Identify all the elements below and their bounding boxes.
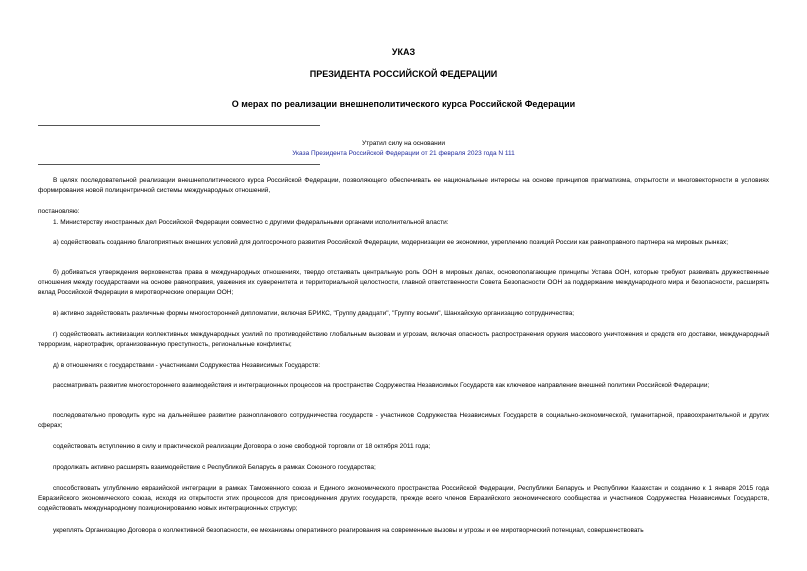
- repeal-note: Утратил силу на основании: [361, 140, 446, 147]
- paragraph-free-trade: содействовать вступлению в силу и практической реализации Договора о зоне свободной торговли от 18 октября 2011 года;: [53, 443, 431, 450]
- paragraph-subitem-b: б) добиваться утверждения верховенства права в международных отношениях, твердо отстаивать центральную роль ООН в мировых делах, основополагающие принципы Устава ООН, которые требуют развивать дружественные отношения между государствами на основе равноправия, уважения их суверенитета и территориальной целостности, главной ответственности Совета Безопасности ООН за поддержание международного мира и безопасности, расширять вклад Российской Федерации в миротворческие операции ООН;: [38, 269, 769, 296]
- paragraph-belarus: продолжать активно расширять взаимодействие с Республикой Беларусь в рамках Союзного государства;: [53, 464, 376, 471]
- paragraph-item-1: 1. Министерству иностранных дел Российской Федерации совместно с другими федеральными органами исполнительной власти:: [53, 219, 449, 226]
- paragraph-subitem-a: а) содействовать созданию благоприятных внешних условий для долгосрочного развития Российской Федерации, модернизации ее экономики, укреплению позиций России как равноправного партнера на мировых рынках;: [53, 239, 729, 246]
- repeal-decree-link[interactable]: Указа Президента Российской Федерации от 21 февраля 2023 года N 111: [292, 150, 515, 157]
- decree-issuer: ПРЕЗИДЕНТА РОССИЙСКОЙ ФЕДЕРАЦИИ: [309, 69, 498, 79]
- paragraph-csto: укреплять Организацию Договора о коллективной безопасности, ее механизмы оперативного реагирования на современные вызовы и угрозы и ее миротворческий потенциал, совершенствовать: [53, 527, 644, 534]
- paragraph-decree-word: постановляю:: [38, 208, 80, 215]
- paragraph-cis-cooperation: последовательно проводить курс на дальнейшее развитие разнопланового сотрудничества государств - участников Содружества Независимых Государств в социально-экономической, гуманитарной, правоохранительной и других сферах;: [38, 412, 769, 429]
- paragraph-cis-development: рассматривать развитие многостороннего взаимодействия и интеграционных процессов на пространстве Содружества Независимых Государств как ключевое направление внешней политики Российской Федерации;: [53, 382, 710, 389]
- paragraph-subitem-g: г) содействовать активизации коллективных международных усилий по противодействию глобальным вызовам и угрозам, включая опасность распространения оружия массового уничтожения и средств его доставки, международный терроризм, наркотрафик, организованную преступность, региональные конфликты;: [38, 331, 769, 348]
- divider-top: [38, 125, 320, 126]
- paragraph-subitem-d: д) в отношениях с государствами - участниками Содружества Независимых Государств:: [53, 362, 321, 369]
- decree-title: УКАЗ: [391, 47, 416, 57]
- decree-subject: О мерах по реализации внешнеполитического курса Российской Федерации: [231, 99, 576, 109]
- paragraph-subitem-v: в) активно задействовать различные формы многосторонней дипломатии, включая БРИКС, "Группу двадцати", "Группу восьми", Шанхайскую организацию сотрудничества;: [53, 310, 575, 317]
- preamble-paragraph: В целях последовательной реализации внешнеполитического курса Российской Федерации, позволяющего обеспечивать ее национальные интересы на основе принципов прагматизма, открытости и многовекторности в условиях формирования новой полицентричной системы международных отношений,: [38, 177, 769, 194]
- divider-bottom: [38, 164, 320, 165]
- paragraph-eurasian-integration: способствовать углублению евразийской интеграции в рамках Таможенного союза и Единого экономического пространства Российской Федерации, Республики Беларусь и Республики Казахстан и созданию к 1 января 2015 года Евразийского экономического союза, исходя из открытости этих процессов для присоединения других государств, прежде всего членов Евразийского экономического сообщества и участников Содружества Независимых Государств, содействовать международному позиционированию новых интеграционных структур;: [38, 485, 769, 512]
